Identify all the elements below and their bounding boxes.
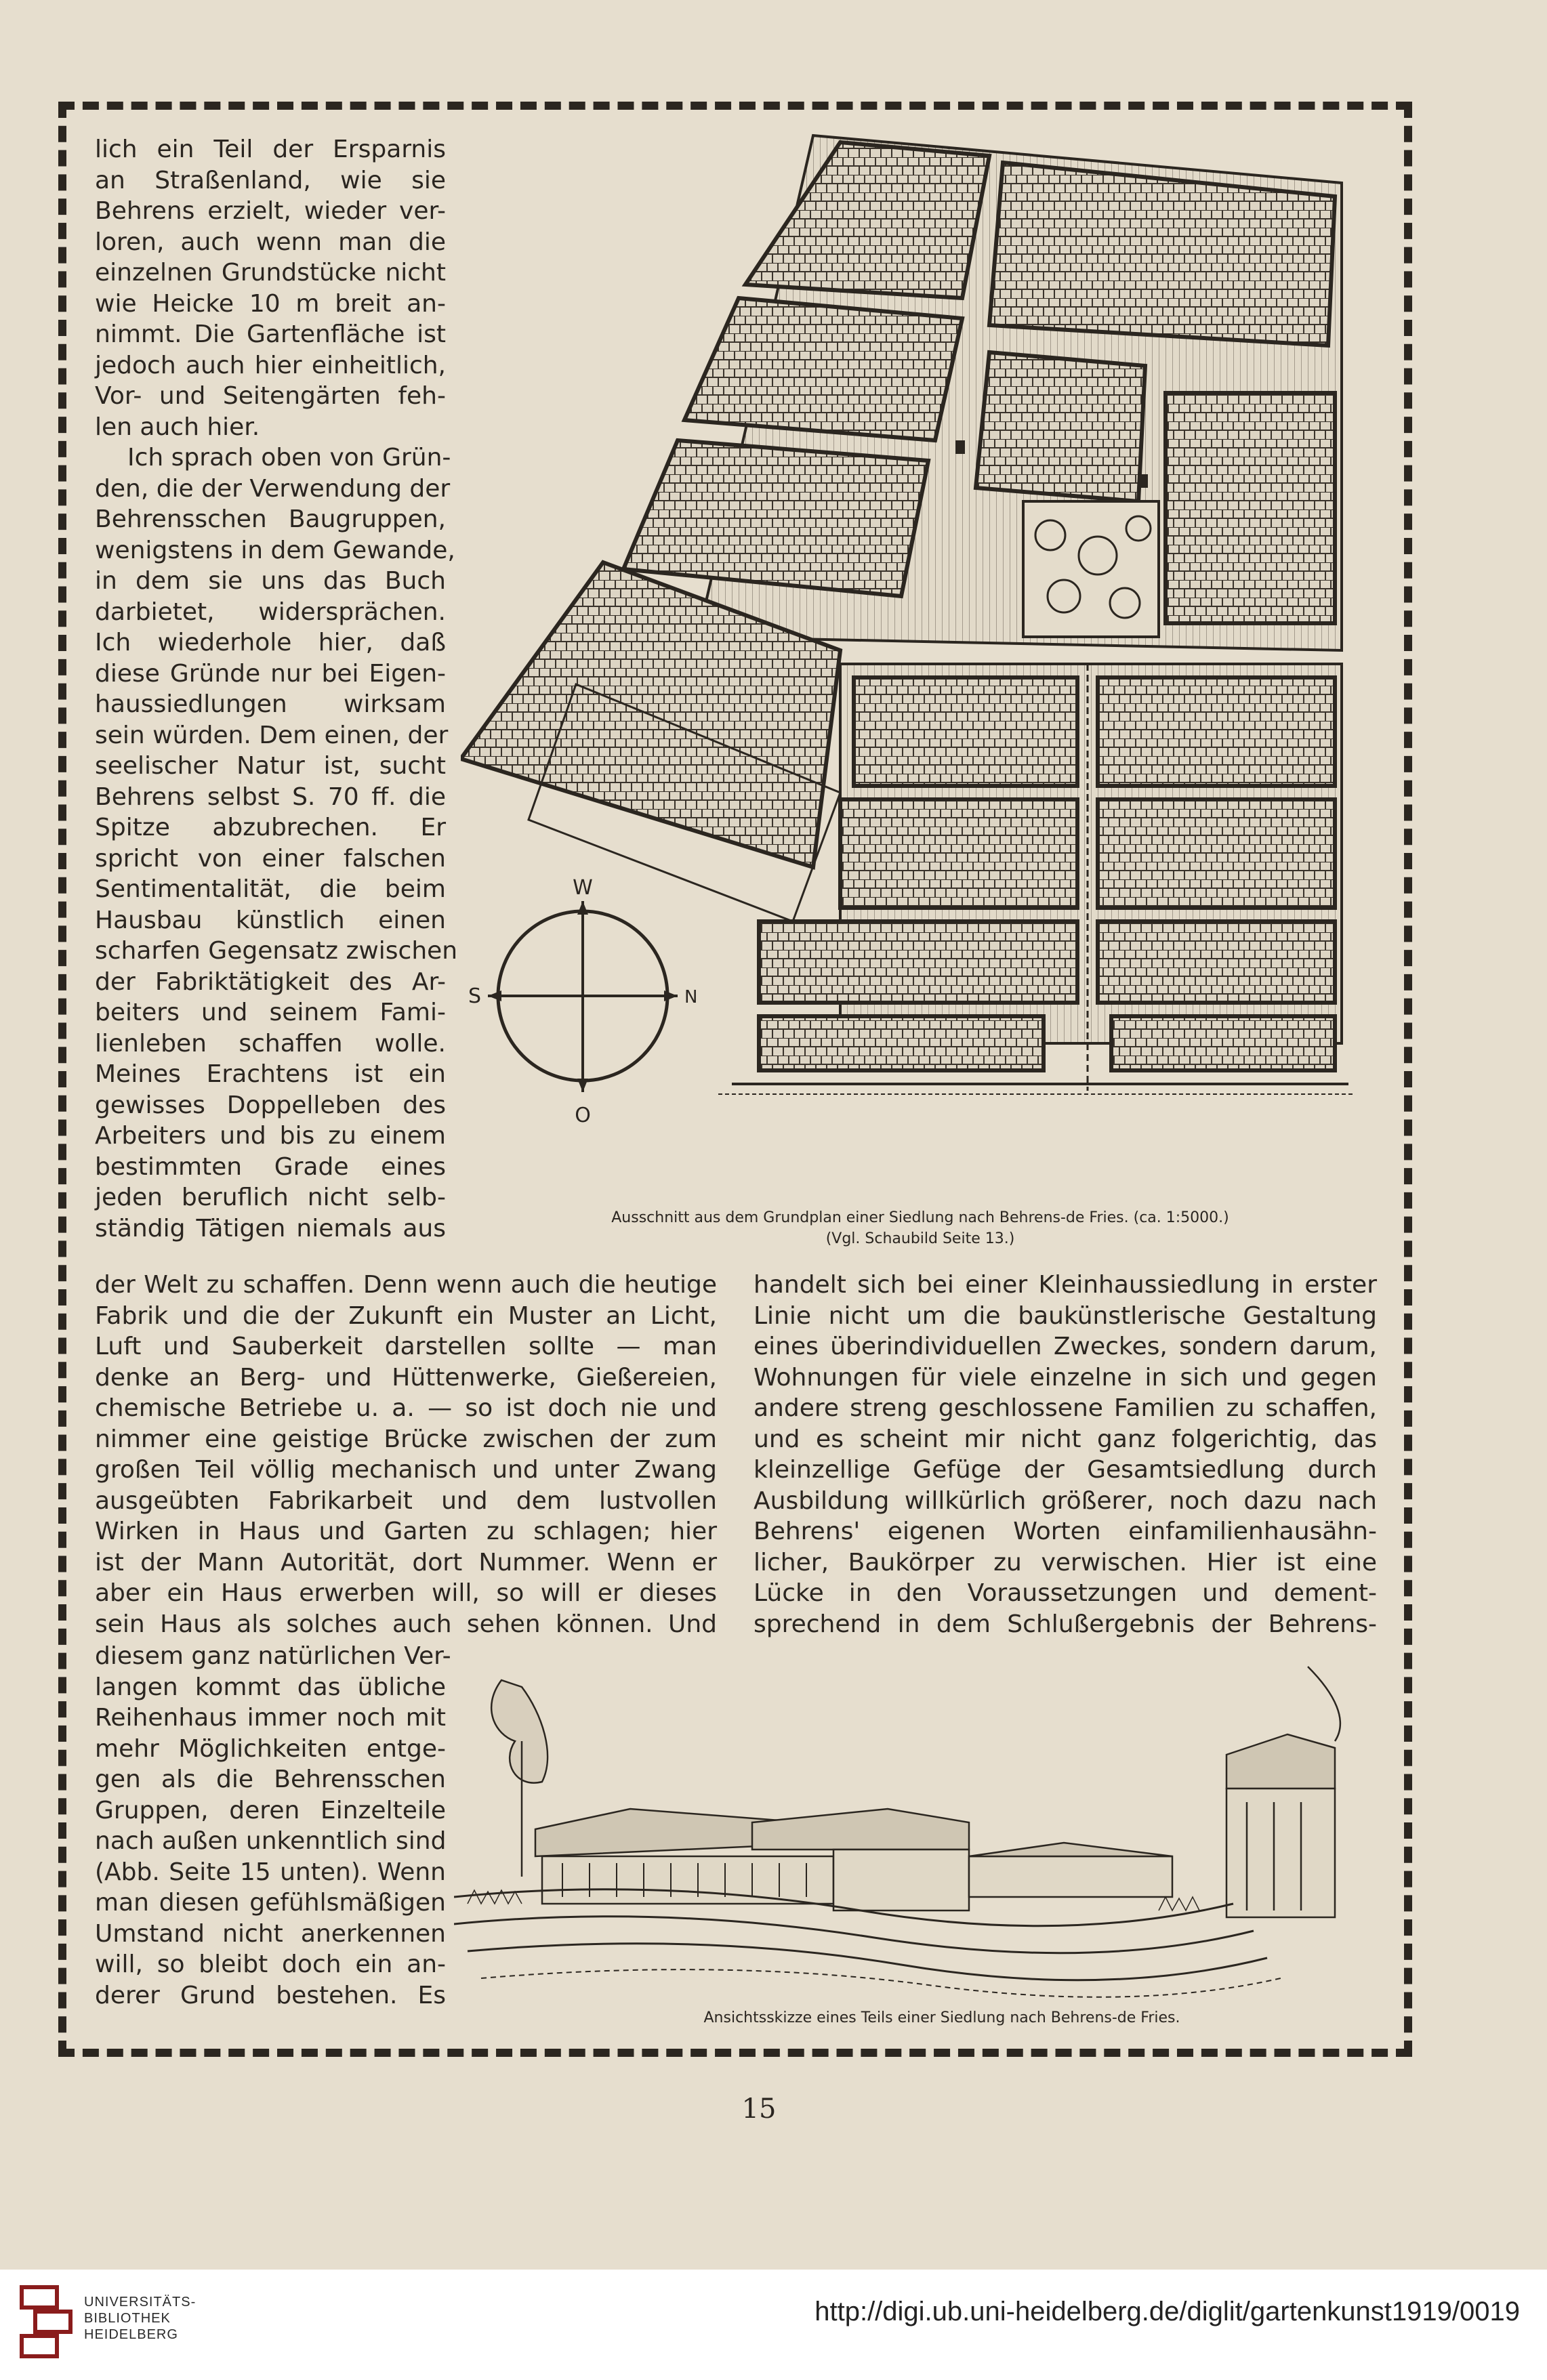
text-column-left-top xyxy=(95,134,458,1244)
text-line: spricht von einer falschen xyxy=(95,844,446,873)
text-line: Linie nicht um die baukünstlerische Gestaltung xyxy=(754,1301,1377,1330)
text-line: mehr Möglichkeiten entge- xyxy=(95,1734,446,1763)
text-line: einzelnen Grundstücke nicht xyxy=(95,259,446,287)
text-line: ist der Mann Autorität, dort Nummer. Wenn er xyxy=(95,1548,717,1577)
text-column-left-bottom xyxy=(95,1641,451,2011)
text-line: darbietet, widersprächen. xyxy=(95,598,446,626)
page-number: 15 xyxy=(741,2093,777,2125)
text-line: Wirken in Haus und Garten zu schlagen; hier xyxy=(95,1518,717,1545)
text-line: kleinzellige Gefüge der Gesamtsiedlung durch xyxy=(754,1456,1377,1484)
text-line: haussiedlungen wirksam xyxy=(95,690,446,718)
text-line: nimmt. Die Gartenfläche ist xyxy=(95,320,446,348)
text-line: der Welt zu schaffen. Denn wenn auch die heutige xyxy=(95,1271,717,1299)
text-line: nimmer eine geistige Brücke zwischen der zum xyxy=(95,1425,717,1453)
text-line: wenigstens in dem Gewande, xyxy=(95,536,455,564)
text-line: Sentimentalität, die beim xyxy=(95,875,446,903)
figure1-caption-line2: (Vgl. Schaubild Seite 13.) xyxy=(825,1230,1015,1247)
text-line: (Abb. Seite 15 unten). Wenn xyxy=(95,1858,446,1886)
text-line: beiters und seinem Fami- xyxy=(95,999,446,1026)
compass-south-label: S xyxy=(468,984,481,1008)
text-line: Ich wiederhole hier, daß xyxy=(95,629,446,656)
text-line: len auch hier. xyxy=(95,413,260,441)
text-line: man diesen gefühlsmäßigen xyxy=(95,1889,446,1917)
text-line: Gruppen, deren Einzelteile xyxy=(95,1796,446,1824)
text-line: nach außen unkenntlich sind xyxy=(95,1827,447,1855)
text-line: will, so bleibt doch ein an- xyxy=(95,1950,446,1978)
text-line: loren, auch wenn man die xyxy=(95,228,446,256)
text-line: seelischer Natur ist, sucht xyxy=(95,752,446,780)
text-line: chemische Betriebe u. a. — so ist doch nie und xyxy=(95,1394,717,1422)
text-line: Ausbildung willkürlich größerer, noch dazu nach xyxy=(754,1486,1377,1515)
text-line: Behrens' eigenen Worten einfamilienhausähn- xyxy=(754,1518,1377,1545)
text-line: licher, Baukörper zu verwischen. Hier ist eine xyxy=(754,1548,1377,1577)
text-line: Lücke in den Voraussetzungen und dement- xyxy=(754,1579,1377,1607)
text-line: ausgeübten Fabrikarbeit und dem lustvollen xyxy=(95,1486,717,1515)
text-line: lienleben schaffen wolle. xyxy=(95,1029,446,1058)
text-line: Arbeiters und bis zu einem xyxy=(95,1122,446,1150)
compass-east-label: O xyxy=(575,1104,591,1127)
text-line: Behrens erzielt, wieder ver- xyxy=(95,197,446,225)
library-logo-line1: UNIVERSITÄTS- xyxy=(84,2295,197,2310)
text-line: sein würden. Dem einen, der xyxy=(95,721,449,749)
figure2-caption: Ansichtsskizze eines Teils einer Siedlung nach Behrens-de Fries. xyxy=(703,2009,1180,2026)
text-line: wie Heicke 10 m breit an- xyxy=(95,289,446,318)
plan-upper-blocks xyxy=(623,135,1342,650)
site-plan-figure xyxy=(461,122,1376,1179)
text-line: Behrens selbst S. 70 ff. die xyxy=(95,782,446,811)
text-line: diesem ganz natürlichen Ver- xyxy=(95,1642,451,1670)
text-line: Spitze abzubrechen. Er xyxy=(95,814,446,841)
text-line: Umstand nicht anerkennen xyxy=(95,1919,446,1948)
text-line: ständig Tätigen niemals aus xyxy=(95,1214,446,1243)
text-column-right-middle xyxy=(754,1270,1377,1640)
text-line: der Fabriktätigkeit des Ar- xyxy=(95,967,446,996)
text-line: an Straßenland, wie sie xyxy=(95,166,446,194)
text-line: aber ein Haus erwerben will, so will er dieses xyxy=(95,1579,717,1607)
text-line: sprechend in dem Schlußergebnis der Behrens- xyxy=(754,1610,1377,1638)
text-line: sein Haus als solches auch sehen können. Und xyxy=(95,1610,717,1638)
text-line: Ich sprach oben von Grün- xyxy=(127,444,451,472)
text-column-left-middle xyxy=(95,1270,717,1640)
document-url-link[interactable]: http://digi.ub.uni-heidelberg.de/diglit/gartenkunst1919/0019 xyxy=(814,2297,1520,2326)
text-line: andere streng geschlossene Familien zu schaffen, xyxy=(754,1394,1377,1422)
text-line: in dem sie uns das Buch xyxy=(95,567,446,595)
text-line: Meines Erachtens ist ein xyxy=(95,1060,446,1088)
text-line: handelt sich bei einer Kleinhaussiedlung in erster xyxy=(754,1271,1377,1299)
text-line: denke an Berg- und Hüttenwerke, Gießereien, xyxy=(95,1363,717,1392)
library-logo-line3: HEIDELBERG xyxy=(84,2327,178,2342)
text-line: und es scheint mir nicht ganz folgerichtig, das xyxy=(754,1425,1377,1453)
university-library-logo-icon xyxy=(19,2284,73,2359)
text-line: Hausbau künstlich einen xyxy=(95,906,446,934)
text-line: Wohnungen für viele einzelne in sich und gegen xyxy=(754,1363,1377,1392)
text-line: eines überindividuellen Zweckes, sondern darum, xyxy=(754,1333,1377,1360)
library-logo-text xyxy=(84,2294,196,2343)
text-line: derer Grund bestehen. Es xyxy=(95,1981,446,2009)
text-line: langen kommt das übliche xyxy=(95,1673,446,1701)
text-line: scharfen Gegensatz zwischen xyxy=(95,937,458,965)
text-line: den, die der Verwendung der xyxy=(95,474,451,503)
text-line: Vor- und Seitengärten feh- xyxy=(95,382,446,410)
figure1-caption-line1: Ausschnitt aus dem Grundplan einer Siedlung nach Behrens-de Fries. (ca. 1:5000.) xyxy=(611,1209,1229,1226)
compass-west-label: W xyxy=(573,876,593,900)
perspective-sketch-figure xyxy=(454,1653,1376,2005)
text-line: großen Teil völlig mechanisch und unter Zwang xyxy=(95,1456,717,1484)
text-line: diese Gründe nur bei Eigen- xyxy=(95,659,446,688)
text-line: jeden beruflich nicht selb- xyxy=(95,1184,446,1211)
text-line: jedoch auch hier einheitlich, xyxy=(95,351,446,379)
compass-north-label: N xyxy=(684,987,698,1007)
text-line: gewisses Doppelleben des xyxy=(95,1091,446,1119)
compass-rose xyxy=(468,876,698,1127)
text-line: Reihenhaus immer noch mit xyxy=(95,1704,446,1732)
text-line: Luft und Sauberkeit darstellen sollte — man xyxy=(95,1333,717,1360)
library-logo-line2: BIBLIOTHEK xyxy=(84,2311,171,2326)
text-line: Fabrik und die der Zukunft ein Muster an Licht, xyxy=(95,1301,717,1330)
text-line: lich ein Teil der Ersparnis xyxy=(95,135,446,163)
library-footer xyxy=(0,2270,1547,2380)
text-line: gen als die Behrensschen xyxy=(95,1766,446,1793)
text-line: Behrensschen Baugruppen, xyxy=(95,505,446,533)
text-line: bestimmten Grade eines xyxy=(95,1152,446,1181)
